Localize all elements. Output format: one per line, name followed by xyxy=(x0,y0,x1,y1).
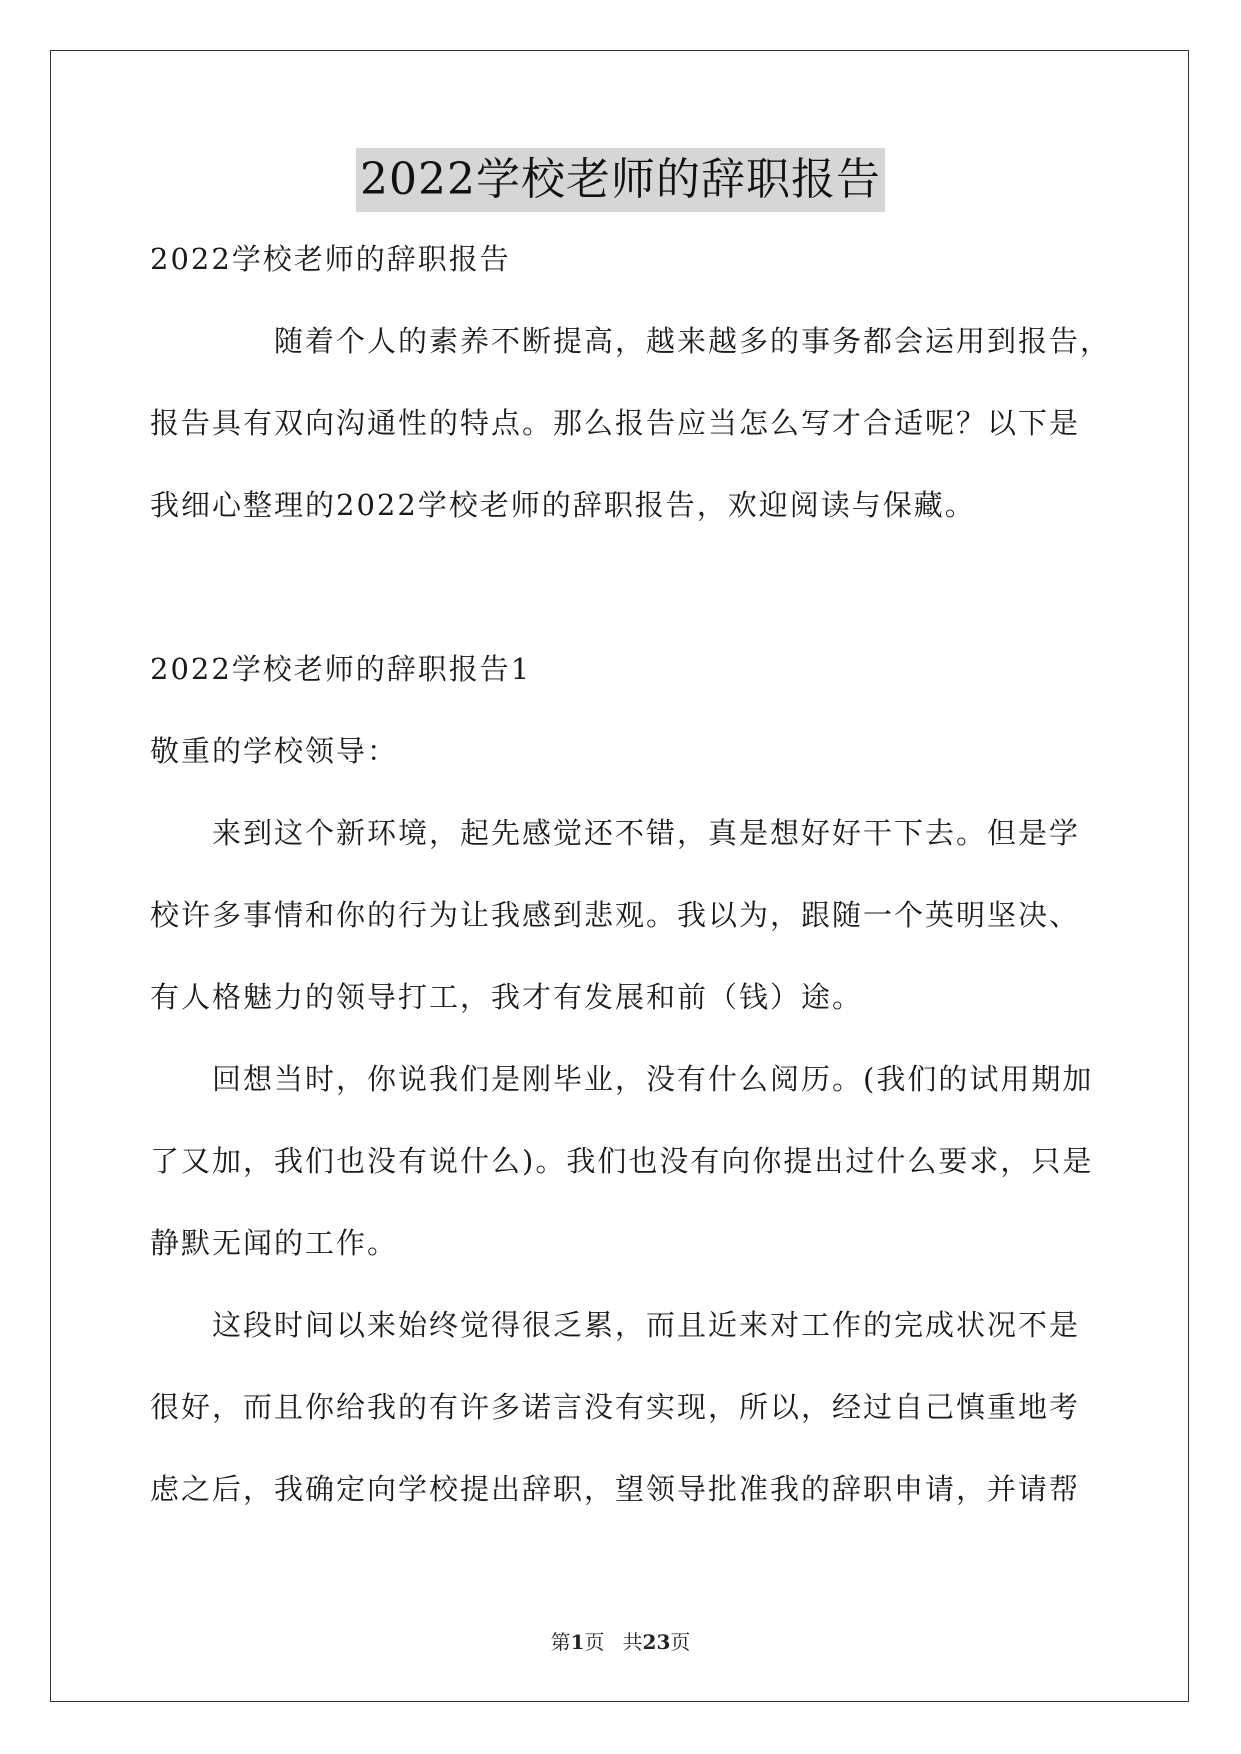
paragraph-line: 虑之后，我确定向学校提出辞职，望领导批准我的辞职申请，并请帮 xyxy=(150,1472,1081,1506)
paragraph-line: 有人格魅力的领导打工，我才有发展和前（钱）途。 xyxy=(150,980,864,1014)
paragraph-line: 报告具有双向沟通性的特点。那么报告应当怎么写才合适呢？以下是 xyxy=(150,406,1081,440)
section-heading: 2022学校老师的辞职报告1 xyxy=(150,652,532,686)
document-title: 2022学校老师的辞职报告 xyxy=(356,148,885,212)
subtitle-line: 2022学校老师的辞职报告 xyxy=(150,242,511,276)
paragraph-line: 很好，而且你给我的有许多诺言没有实现，所以，经过自己慎重地考 xyxy=(150,1390,1081,1424)
title-wrap xyxy=(0,148,1241,212)
total-unit: 页 xyxy=(670,1630,691,1654)
paragraph-line: 回想当时，你说我们是刚毕业，没有什么阅历。(我们的试用期加 xyxy=(212,1062,1094,1096)
total-pages: 23 xyxy=(642,1630,671,1654)
paragraph-line: 随着个人的素养不断提高，越来越多的事务都会运用到报告， xyxy=(274,324,1112,358)
page-unit: 页 xyxy=(584,1630,605,1654)
page-prefix: 第 xyxy=(550,1630,571,1654)
page-number: 1 xyxy=(570,1630,585,1654)
paragraph-line: 我细心整理的2022学校老师的辞职报告，欢迎阅读与保藏。 xyxy=(150,488,976,522)
paragraph-line: 这段时间以来始终觉得很乏累，而且近来对工作的完成状况不是 xyxy=(212,1308,1081,1342)
salutation-line: 敬重的学校领导： xyxy=(150,734,399,768)
blank-line xyxy=(150,546,1090,628)
document-body xyxy=(150,218,1112,1530)
paragraph-line: 校许多事情和你的行为让我感到悲观。我以为，跟随一个英明坚决、 xyxy=(150,898,1081,932)
page-footer xyxy=(0,1626,1241,1655)
paragraph-line: 来到这个新环境，起先感觉还不错，真是想好好干下去。但是学 xyxy=(212,816,1081,850)
paragraph-line: 静默无闻的工作。 xyxy=(150,1226,399,1260)
paragraph-line: 了又加，我们也没有说什么)。我们也没有向你提出过什么要求，只是 xyxy=(150,1144,1094,1178)
total-prefix: 共 xyxy=(622,1630,643,1654)
